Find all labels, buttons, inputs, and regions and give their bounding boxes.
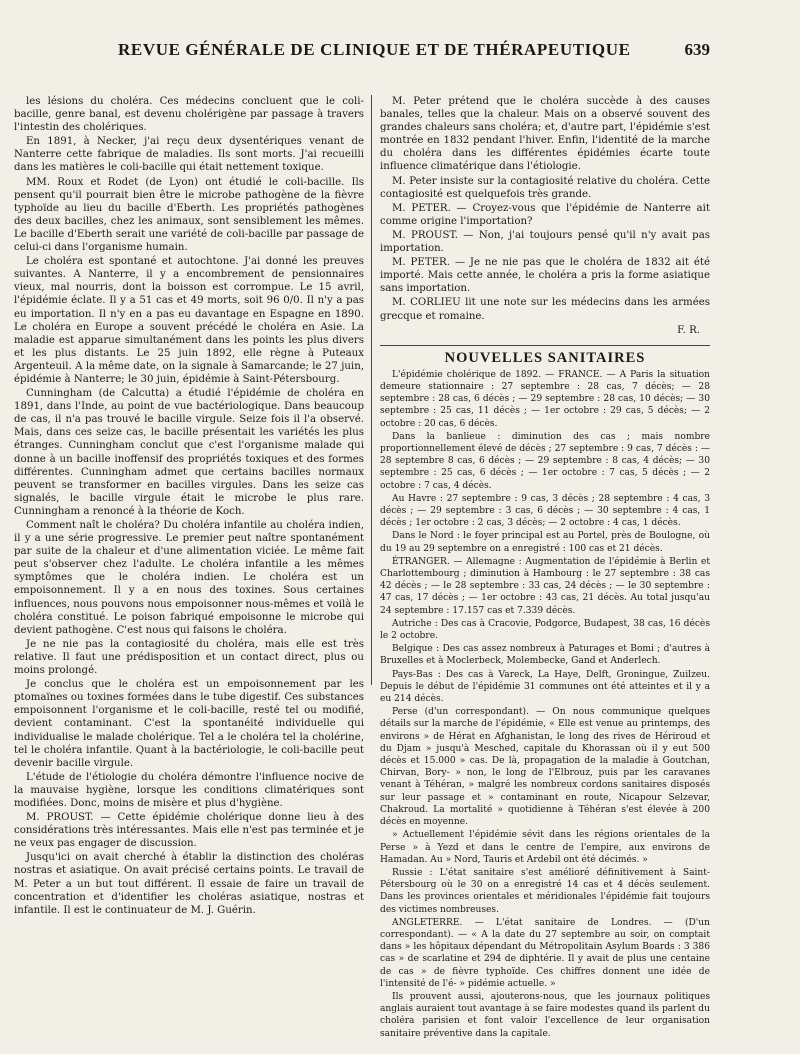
- news-item: Belgique : Des cas assez nombreux à Paturages et Bomi ; d'autres à Bruxelles et à Moclerbeck, Molembecke, Gand et Anderlech.: [380, 644, 710, 667]
- paragraph: M. PROUST. — Cette épidémie cholérique donne lieu à des considérations très intéressantes. Mais elle n'est pas terminée et je ne veux pas engager de discussion.: [14, 812, 364, 850]
- page-number: 639: [684, 40, 710, 59]
- paragraph: Le choléra est spontané et autochtone. J'ai donné les preuves suivantes. A Nanterre, il y a encombrement de pensionnaires vieux, mal nourris, dont la boisson est corrompue. Le 15 avril, l'épidémie éclate. Il y a 51 cas et 49 morts, soit 96 0/0. Il n'y a pas eu importation. Il n'y en a pas eu davantage en Espagne en 1890. Le choléra en Europe a souvent précédé le choléra en Asie. La maladie est apparue simultanément dans les points les plus divers et les plus distants. Le 25 juin 1892, elle règne à Puteaux Argenteuil. A la même date, on la signale à Samarcande; le 27 juin, épidémie à Nanterre; le 30 juin, épidémie à Saint-Pétersbourg.: [14, 256, 364, 385]
- paragraph: Cunningham (de Calcutta) a étudié l'épidémie de choléra en 1891, dans l'Inde, au point de vue bactériologique. Dans beaucoup de cas, il n'a pas trouvé le bacille virgule. Seize fois il l'a observé. Mais, dans ces seize cas, le bacille présentait les variétés les plus étranges. Cunningham conclut que c'est l'organisme malade qui donne à un bacille inoffensif des propriétés toxiques et des formes différentes. Cunningham admet que certains bacilles normaux peuvent se transformer en bacilles virgules. Dans les seize cas signalés, le bacille virgule était le microbe le plus rare. Cunningham a renoncé à la théorie de Koch.: [14, 388, 364, 517]
- running-title: REVUE GÉNÉRALE DE CLINIQUE ET DE THÉRAPEUTIQUE: [118, 40, 631, 59]
- paragraph: Je ne nie pas la contagiosité du choléra, mais elle est très relative. Il faut une prédisposition et un contact direct, plus ou moins prolongé.: [14, 638, 364, 677]
- paragraph: M. CORLIEU lit une note sur les médecins dans les armées grecque et romaine.: [380, 297, 710, 322]
- news-item: Ils prouvent aussi, ajouterons-nous, que les journaux politiques anglais auraient tout avantage à se faire modestes quand ils parlent du choléra parisien et font valoir l'excellence de leur organisation sanitaire préventive dans la capitale.: [380, 991, 710, 1038]
- paragraph: M. PETER. — Croyez-vous que l'épidémie de Nanterre ait comme origine l'importation?: [380, 202, 710, 227]
- paragraph: M. Peter insiste sur la contagiosité relative du choléra. Cette contagiosité est quelquefois très grande.: [380, 175, 710, 200]
- news-item: Autriche : Des cas à Cracovie, Podgorce, Budapest, 38 cas, 16 décès le 2 octobre.: [380, 618, 710, 642]
- right-column: [380, 95, 710, 1038]
- section-title: NOUVELLES SANITAIRES: [380, 345, 710, 365]
- paragraph: MM. Roux et Rodet (de Lyon) ont étudié le coli-bacille. Ils pensent qu'il pourrait bien être le microbe pathogène de la fièvre typhoïde au lieu du bacille d'Eberth. Les propriétés pathogènes des deux bacilles, chez les animaux, sont sensiblement les mêmes. Le bacille d'Eberth serait une variété de coli-bacille par passage de celui-ci dans l'organisme humain.: [14, 176, 364, 254]
- paragraph: Jusqu'ici on avait cherché à établir la distinction des choléras nostras et asiatique. On avait précisé certains points. Le travail de M. Peter a un but tout différent. Il essaie de faire un travail de concentration et d'identifier les choléras asiatique, nostras et infantile. Il est le continuateur de M. J. Guérin.: [14, 852, 364, 916]
- news-item: Dans le Nord : le foyer principal est au Portel, près de Boulogne, où du 19 au 29 septembre on a enregistré : 100 cas et 21 décès.: [380, 531, 710, 554]
- news-item: L'épidémie cholérique de 1892. — FRANCE. — A Paris la situation demeure stationnaire : 27 septembre : 28 cas, 7 décès; — 28 septembre : 28 cas, 6 décès ; — 29 septembre : 28 cas, 10 décès; — 30 septembre : 25 cas, 11 décès ; — 1er octobre : 29 cas, 5 décès; — 2 octobre : 20 cas, 6 décès.: [380, 369, 710, 429]
- news-item: Russie : L'état sanitaire s'est amélioré définitivement à Saint-Pétersbourg où le 30 on a enregistré 14 cas et 4 décès seulement. Dans les provinces orientales et méridionales l'épidémie fait toujours des victimes nombreuses.: [380, 867, 710, 915]
- news-item: ANGLETERRE. — L'état sanitaire de Londres. — (D'un correspondant). — « A la date du 27 septembre au soir, on comptait dans » les hôpitaux dépendant du Métropolitain Asylum Boards : 3 386 cas » de scarlatine et 294 de diphtérie. Il y avait de plus une centaine de cas » de fièvre typhoïde. Ces chiffres donnent une idée de l'intensité de l'é- » pidémie actuelle. »: [380, 917, 710, 989]
- news-item: Pays-Bas : Des cas à Vareck, La Haye, Delft, Groningue, Zuilzeu. Depuis le début de l'épidémie 31 communes ont été atteintes et il y a eu 214 décès.: [380, 669, 710, 705]
- paragraph: M. Peter prétend que le choléra succède à des causes banales, telles que la chaleur. Mais on a observé souvent des grandes chaleurs sans choléra; et, d'autre part, l'épidémie s'est montrée en 1832 pendant l'hiver. Enfin, l'identité de la marche du choléra dans les différentes épidémies écarte toute influence climatérique dans l'étiologie.: [380, 96, 710, 173]
- news-item: Dans la banlieue : diminution des cas ; mais nombre proportionnellement élevé de décès ; 27 septembre : 9 cas, 7 décès : — 28 septembre 8 cas, 6 décès ; — 29 septembre : 8 cas, 4 décès; — 30 septembre : 25 cas, 6 décès ; — 1er octobre : 7 cas, 5 décès ; — 2 octobre : 7 cas, 4 décès.: [380, 431, 710, 491]
- paragraph: En 1891, à Necker, j'ai reçu deux dysentériques venant de Nanterre cette fabrique de maladies. Ils sont morts. J'ai recueilli dans les matières le coli-bacille qui était nettement toxique.: [14, 136, 364, 174]
- column-divider: [371, 95, 372, 685]
- left-column: [14, 95, 364, 1038]
- news-item: Perse (d'un correspondant). — On nous communique quelques détails sur la marche de l'épidémie, « Elle est venue au printemps, des environs » de Hérat en Afghanistan, le long des rives de Hériroud et du Djam » jusqu'à Mesched, capitale du Khorassan où il y eut 500 décès et 15.000 » cas. De là, propagation de la maladie à Goutchan, Chirvan, Bory- » non, le long de l'Elbrouz, puis par les caravanes venant à Téhéran, » malgré les nombreux cordons sanitaires disposés sur leur passage et » contaminant en route, Nicapour Selzevar, Chakroud. La mortalité » quotidienne à Téhéran s'est élevée à 200 décès en moyenne.: [380, 707, 710, 828]
- signature: F. R.: [677, 324, 700, 336]
- paragraph: L'étude de l'étiologie du choléra démontre l'influence nocive de la mauvaise hygiène, lorsque les conditions climatériques sont modifiées. Donc, moins de misère et plus d'hygiène.: [14, 771, 364, 809]
- news-item: » Actuellement l'épidémie sévit dans les régions orientales de la Perse » à Yezd et dans le centre de l'empire, aux environs de Hamadan. Au » Nord, Tauris et Ardebil ont été décimés. »: [380, 830, 710, 865]
- paragraph: Comment naît le choléra? Du choléra infantile au choléra indien, il y a une série progressive. Le premier peut naître spontanément par suite de la chaleur et d'une alimentation viciée. Le même fait peut s'observer chez l'adulte. Le choléra infantile a les mêmes symptômes que le choléra indien. Le choléra est un empoisonnement. Il y a en nous des toxines. Sous certaines influences, nous pouvons nous empoisonner nous-mêmes et voilà le choléra constitué. Le poison fabriqué empoisonne le microbe qui devient pathogène. C'est nous qui faisons le choléra.: [14, 520, 364, 636]
- paragraph: les lésions du choléra. Ces médecins concluent que le coli-bacille, genre banal, est devenu cholérigène par passage à travers l'intestin des cholériques.: [14, 96, 364, 134]
- page-header: [0, 40, 800, 70]
- news-item: ÉTRANGER. — Allemagne : Augmentation de l'épidémie à Berlin et Charlottembourg ; diminution à Hambourg : le 27 septembre : 38 cas 42 décès ; — le 28 septembre : 33 cas, 24 décès ; — le 30 septembre : 47 cas, 17 décès ; — 1er octobre : 43 cas, 21 décès. Au total jusqu'au 24 septembre : 17.157 cas et 7.339 décès.: [380, 556, 710, 616]
- news-section: [380, 369, 710, 1038]
- paragraph: M. PROUST. — Non, j'ai toujours pensé qu'il n'y avait pas importation.: [380, 229, 710, 255]
- paragraph: M. PETER. — Je ne nie pas que le choléra de 1832 ait été importé. Mais cette année, le choléra a pris la forme asiatique sans importation.: [380, 257, 710, 295]
- news-item: Au Havre : 27 septembre : 9 cas, 3 décès ; 28 septembre : 4 cas, 3 décès ; — 29 septembre : 3 cas, 6 décès ; — 30 septembre : 4 cas, 1 décès ; 1er octobre : 2 cas, 3 décès; — 2 octobre : 4 cas, 1 décès.: [380, 493, 710, 529]
- paragraph: Je conclus que le choléra est un empoisonnement par les ptomaïnes ou toxines formées dans le tube digestif. Ces substances empoisonnent l'organisme et le coli-bacille, resté tel ou modifié, devient contaminant. C'est la spontanéité individuelle qui individualise le malade cholérique. Tel a le choléra tel la cholérine, tel le choléra infantile. Quant à la bactériologie, le coli-bacille peut devenir bacille virgule.: [14, 679, 364, 769]
